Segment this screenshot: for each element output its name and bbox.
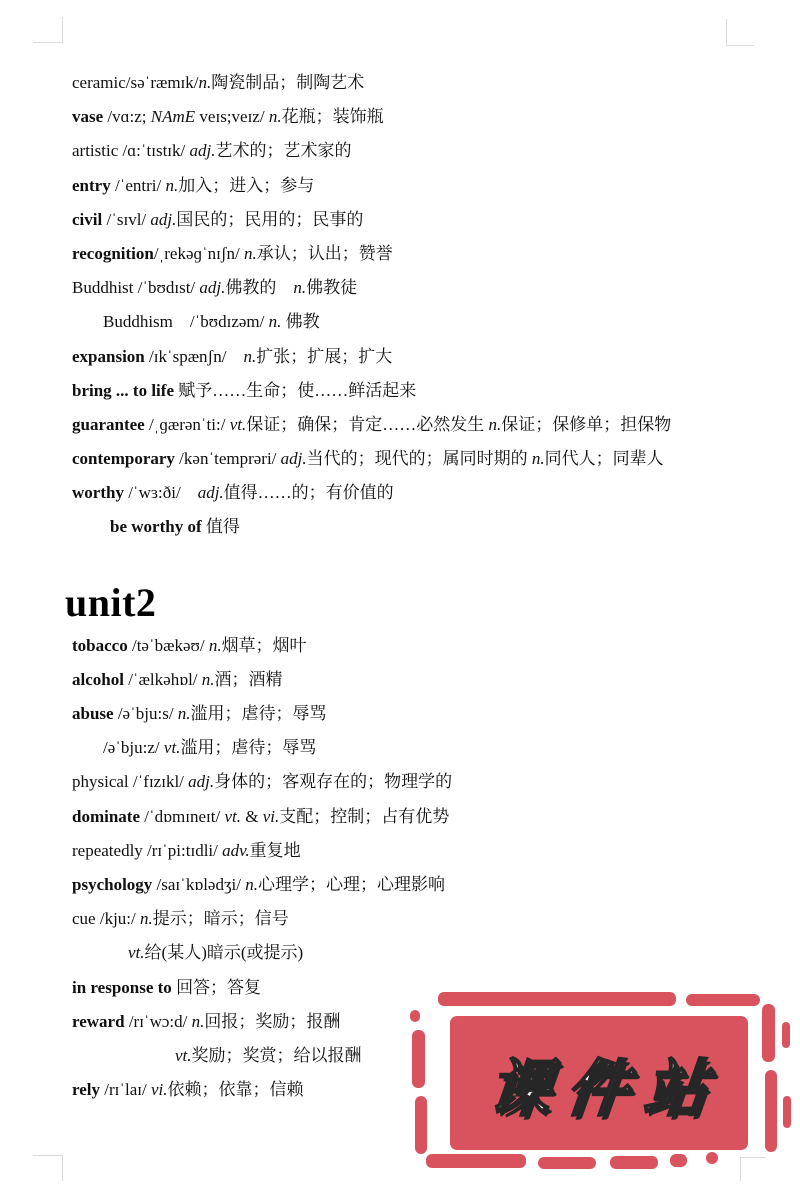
vocab-entry <box>72 305 782 339</box>
pos-label: n. <box>268 312 282 332</box>
definition-text: 陶瓷制品；制陶艺术 <box>211 73 365 92</box>
vocab-term: be worthy of <box>110 517 202 537</box>
definition-text: repeatedly /rɪˈpi:tɪdli/ <box>72 840 223 860</box>
definition-text: /əˈbju:s/ <box>113 704 178 723</box>
vocab-entry <box>72 374 782 408</box>
definition-text: 加入；进入；参与 <box>178 175 315 195</box>
pos-label: adj. <box>199 278 226 298</box>
vocab-entry <box>72 800 782 834</box>
pos-label: adj. <box>197 483 224 503</box>
vocab-term: bring ... to life <box>72 380 174 400</box>
definition-text: Buddhist /ˈbʊdɪst/ <box>72 278 200 298</box>
stamp-border-segment <box>706 1152 718 1164</box>
vocab-entry <box>72 100 782 134</box>
pos-label: n. <box>293 278 307 298</box>
stamp-text: 课件站 <box>484 1054 726 1124</box>
vocab-term: recognition <box>72 243 154 263</box>
crop-mark-top-right <box>726 19 754 46</box>
vocab-term: expansion <box>72 346 145 366</box>
definition-text: /təˈbækəʊ/ <box>127 635 209 655</box>
definition-text: /ɪkˈspænʃn/ <box>144 346 244 366</box>
definition-text: cue /kju:/ <box>72 909 140 929</box>
definition-text: 滥用；虐待；辱骂 <box>190 704 327 723</box>
definition-text: /kənˈtemprəri/ <box>174 449 281 469</box>
definition-text: 佛教的 <box>225 278 294 298</box>
vocab-term: vase <box>72 107 104 127</box>
pos-label: vi. <box>151 1080 168 1100</box>
vocab-term: guarantee <box>72 414 145 434</box>
vocab-term: in response to <box>72 977 172 997</box>
definition-text: artistic /ɑ:ˈtɪstɪk/ <box>72 141 190 161</box>
vocab-entry <box>72 936 782 970</box>
vocab-entry <box>72 203 782 237</box>
vocab-term: tobacco <box>72 635 128 655</box>
vocab-term: worthy <box>72 483 124 503</box>
definition-text: 滥用；虐待；辱骂 <box>180 738 317 758</box>
kejianzhan-stamp-watermark <box>410 992 794 1176</box>
definition-text: 给(某人)暗示(或提示) <box>144 943 304 963</box>
crop-mark-top-left <box>33 17 63 43</box>
crop-mark-bottom-left <box>33 1155 63 1181</box>
definition-text: 值得 <box>201 517 240 537</box>
stamp-border-segment <box>670 1154 687 1167</box>
pos-label: n. <box>198 73 212 92</box>
definition-text: 酒；酒精 <box>214 669 283 689</box>
pos-label: n. <box>531 449 545 469</box>
pos-label: vi. <box>262 806 280 826</box>
definition-text: 佛教徒 <box>306 278 358 298</box>
vocab-term: rely <box>72 1080 101 1100</box>
definition-text: /ˈdɒmɪneɪt/ <box>140 806 225 826</box>
vocab-entry <box>72 731 782 765</box>
stamp-border-segment <box>438 992 676 1006</box>
definition-text: 国民的；民用的；民事的 <box>176 209 364 229</box>
pos-label: vt. <box>229 414 247 434</box>
vocab-term: entry <box>72 175 111 195</box>
definition-text: /əˈbju:z/ <box>103 738 164 758</box>
definition-text: 依赖；依靠；信赖 <box>167 1080 304 1100</box>
pos-label: vt. <box>163 738 181 758</box>
vocab-entry <box>72 340 782 374</box>
definition-text: 保证；保修单；担保物 <box>501 414 672 434</box>
pos-label: n. <box>244 243 257 263</box>
vocab-term: civil <box>72 209 103 229</box>
definition-text: 回答；答复 <box>171 977 262 997</box>
vocab-term: alcohol <box>72 669 124 689</box>
vocab-entry <box>72 169 782 203</box>
pos-label: adj. <box>188 772 215 792</box>
definition-text: ceramic/səˈræmɪk/ <box>72 73 199 92</box>
vocab-entry <box>72 902 782 936</box>
vocab-entry <box>72 663 782 697</box>
vocab-term: contemporary <box>72 449 175 469</box>
definition-text: Buddhism /ˈbʊdɪzəm/ <box>103 312 269 332</box>
stamp-border-segment <box>762 1004 775 1062</box>
definition-text: /ˌrekəɡˈnɪʃn/ <box>153 243 245 263</box>
pos-label: n. <box>488 414 502 434</box>
vocab-entry <box>72 237 782 271</box>
definition-text: 扩张；扩展；扩大 <box>256 346 393 366</box>
vocab-entry <box>72 271 782 305</box>
definition-text: /ˌɡærənˈti:/ <box>144 414 230 434</box>
pos-label: adj. <box>280 449 307 469</box>
pos-label: adj. <box>189 141 216 161</box>
pos-label: n. <box>245 874 258 894</box>
definition-text: & <box>240 806 263 826</box>
definition-text: 花瓶；装饰瓶 <box>281 107 384 127</box>
pos-label: adv. <box>222 840 250 860</box>
stamp-border-segment <box>782 1022 790 1048</box>
pos-label: n. <box>268 107 282 127</box>
definition-text: 提示；暗示；信号 <box>152 909 289 929</box>
definition-text: 奖励；奖赏；给以报酬 <box>191 1045 362 1065</box>
vocab-term: psychology <box>72 874 153 894</box>
definition-text: 支配；控制；占有优势 <box>279 806 450 826</box>
definition-text: 当代的；现代的；属同时期的 <box>306 449 532 469</box>
pos-label: n. <box>139 909 153 929</box>
definition-text: 身体的；客观存在的；物理学的 <box>214 772 453 792</box>
vocab-entry <box>72 510 782 544</box>
vocab-entry <box>72 66 782 100</box>
vocab-entry <box>72 834 782 868</box>
pos-label: vt. <box>224 806 241 826</box>
pos-label: vt. <box>128 943 145 963</box>
definition-text: veɪs;veɪz/ <box>195 107 269 127</box>
document-body <box>65 66 782 1107</box>
pos-label: n. <box>243 346 257 366</box>
definition-text: /ˈentri/ <box>110 175 166 195</box>
definition-text: /vɑ:z; <box>103 107 151 127</box>
pos-label: n. <box>201 669 215 689</box>
pos-label: n. <box>177 704 191 723</box>
stamp-body <box>450 1016 748 1150</box>
vocab-entry <box>72 442 782 476</box>
definition-text: 承认；认出；赞誉 <box>256 243 393 263</box>
pos-label: adj. <box>150 209 177 229</box>
stamp-border-segment <box>765 1070 777 1152</box>
vocab-entry <box>72 134 782 168</box>
definition-text: 赋予……生命；使……鲜活起来 <box>174 380 417 400</box>
stamp-border-segment <box>415 1096 427 1154</box>
definition-text: 值得……的；有价值的 <box>223 483 394 503</box>
pos-label: n. <box>208 635 222 655</box>
definition-text: /ˈsɪvl/ <box>102 209 151 229</box>
stamp-border-segment <box>538 1157 596 1169</box>
vocab-term: reward <box>72 1011 125 1031</box>
vocab-entry <box>72 697 782 731</box>
vocab-entry <box>72 476 782 510</box>
stamp-border-segment <box>426 1154 526 1168</box>
definition-text: 同代人；同辈人 <box>544 449 664 469</box>
stamp-border-segment <box>686 994 760 1006</box>
stamp-border-segment <box>610 1156 658 1169</box>
definition-text: 重复地 <box>249 840 301 860</box>
pos-label: n. <box>191 1011 205 1031</box>
vocab-term: abuse <box>72 704 114 723</box>
definition-text: /rɪˈwɔ:d/ <box>124 1011 192 1031</box>
vocab-entry <box>72 868 782 902</box>
definition-text: /rɪˈlaɪ/ <box>100 1080 151 1100</box>
definition-text: 烟草；烟叶 <box>221 635 307 655</box>
pos-label: n. <box>165 175 179 195</box>
definition-text: 回报；奖励；报酬 <box>204 1011 341 1031</box>
section-heading: unit2 <box>65 579 157 625</box>
stamp-border-segment <box>783 1096 791 1128</box>
definition-text: physical /ˈfɪzɪkl/ <box>72 772 189 792</box>
pos-label: NAmE <box>150 107 196 127</box>
definition-text: 艺术的；艺术家的 <box>215 141 352 161</box>
vocab-entry <box>72 765 782 799</box>
vocab-term: dominate <box>72 806 140 826</box>
definition-text: 保证；确保；肯定……必然发生 <box>246 414 489 434</box>
definition-text: 心理学；心理；心理影响 <box>257 874 445 894</box>
vocab-entry <box>72 629 782 663</box>
definition-text: /saɪˈkɒlədʒi/ <box>152 874 246 894</box>
definition-text: 佛教 <box>281 312 320 332</box>
definition-text: /ˈælkəhɒl/ <box>123 669 202 689</box>
stamp-border-segment <box>410 1010 420 1022</box>
definition-text: /ˈwɜ:ði/ <box>123 483 198 503</box>
pos-label: vt. <box>175 1045 192 1065</box>
vocab-entry <box>72 408 782 442</box>
stamp-border-segment <box>412 1030 425 1088</box>
